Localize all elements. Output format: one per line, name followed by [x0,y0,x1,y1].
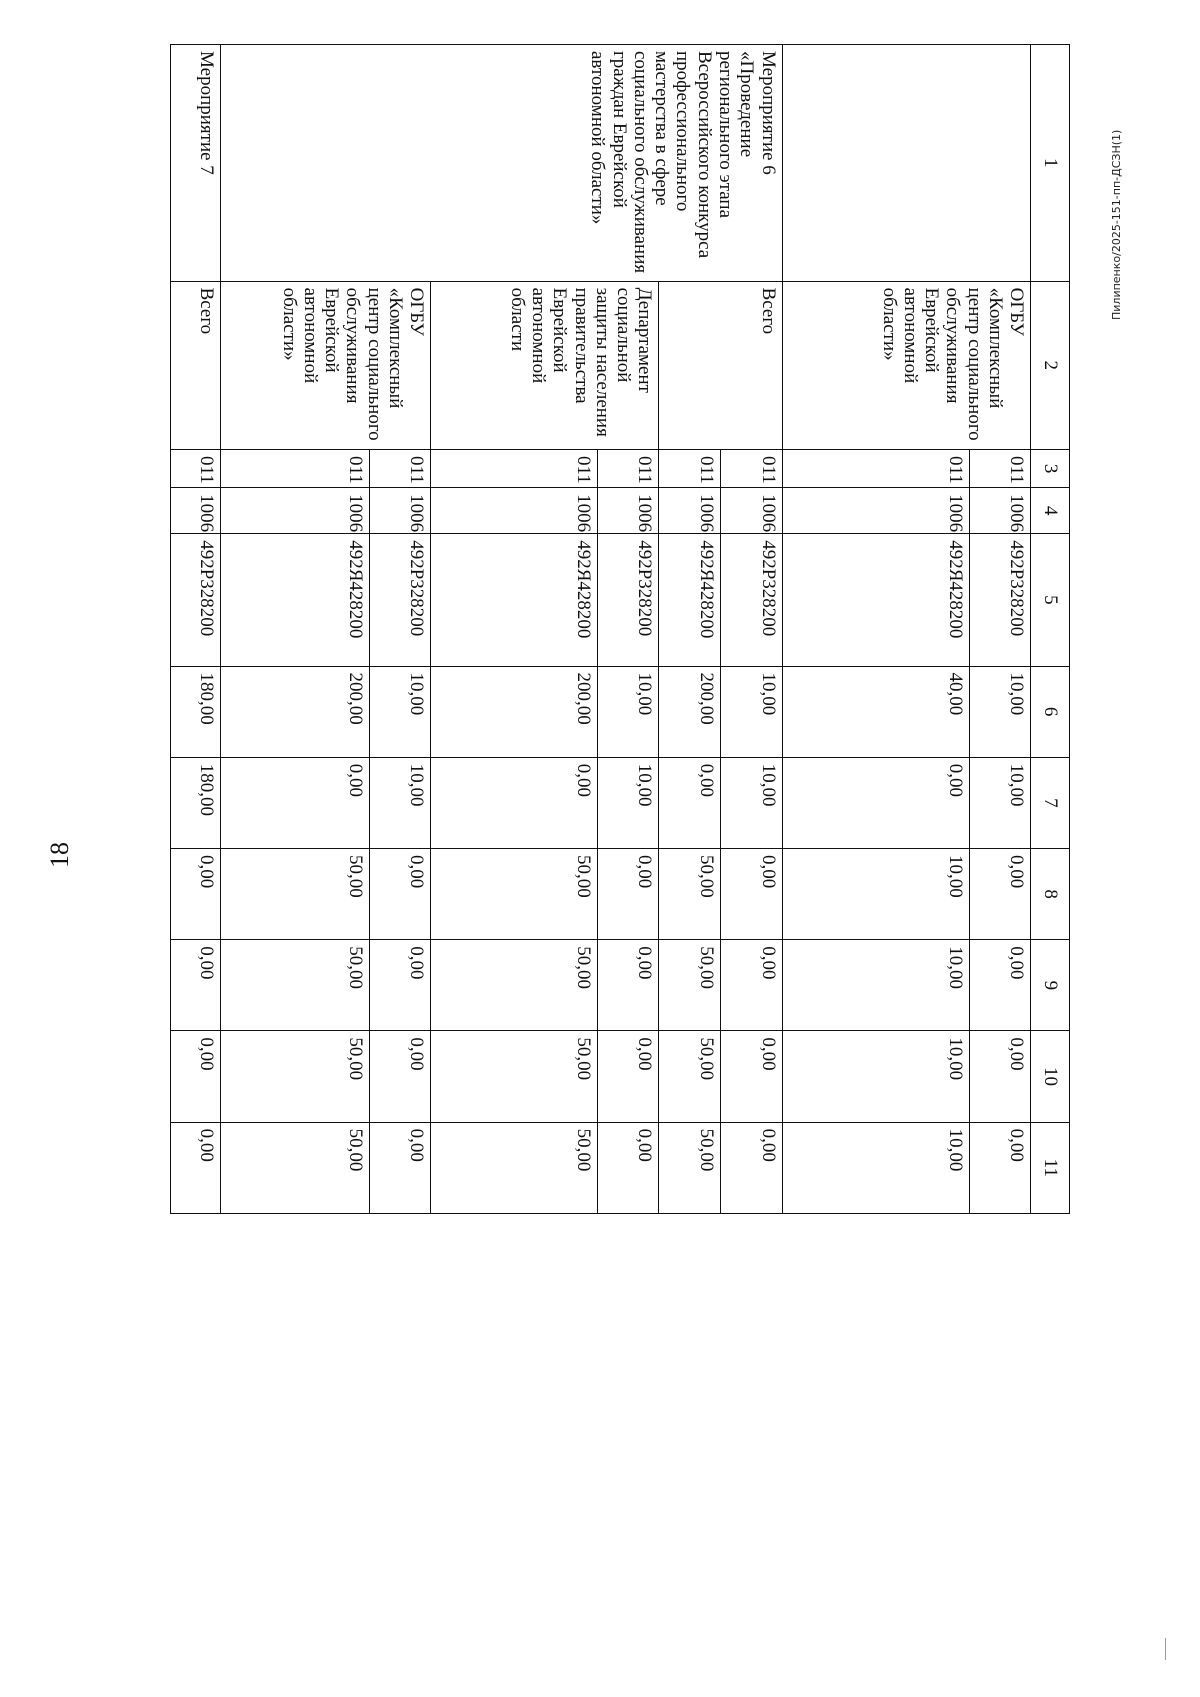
measure-7-name-cell [171,45,221,282]
measure-7-total-label-cell [171,281,221,449]
column-header-1: 1 [1031,45,1070,282]
budget-table [170,44,1070,1214]
cell-col3: 011 [782,450,969,488]
measure-6-name: Мероприятие 6 «Проведение регионального этапа Всероссийского конкурса профессионального мастерства в сфере социального обслуживания граждан Еврейской автономной области» [587,51,779,274]
cell-col8: 0,00 [969,848,1031,939]
cell-col10: 50,00 [659,1031,721,1122]
column-header-2: 2 [1031,281,1070,449]
cell-col9: 0,00 [597,940,659,1031]
cell-col5: 492Я428200 [782,534,969,666]
column-header-8: 8 [1031,848,1070,939]
cell-col3: 011 [171,450,221,488]
cell-col6: 10,00 [969,666,1031,757]
column-header-10: 10 [1031,1031,1070,1122]
cell-col3: 011 [369,450,431,488]
cell-col11: 0,00 [171,1122,221,1213]
column-header-9: 9 [1031,940,1070,1031]
cell-col6: 200,00 [221,666,369,757]
cell-col5: 492P328200 [720,534,782,666]
cell-col4: 1006 [782,488,969,534]
cell-col11: 10,00 [782,1122,969,1213]
cell-col10: 0,00 [720,1031,782,1122]
cell-col10: 50,00 [221,1031,369,1122]
cell-col7: 0,00 [659,757,721,848]
table-header-row [1031,45,1070,1214]
cell-col5: 492P328200 [969,534,1031,666]
measure-6-name-cell [221,45,782,282]
measure-6-total-label: Всего [757,287,779,335]
cell-col9: 50,00 [659,940,721,1031]
cell-col7: 10,00 [369,757,431,848]
cell-col7: 0,00 [221,757,369,848]
cell-col8: 10,00 [782,848,969,939]
column-header-3: 3 [1031,450,1070,488]
cell-col5: 492Я428200 [221,534,369,666]
cell-col9: 0,00 [969,940,1031,1031]
cell-col11: 0,00 [597,1122,659,1213]
cell-col3: 011 [597,450,659,488]
prev-measure-name-cell [782,45,1031,282]
column-header-4: 4 [1031,488,1070,534]
cell-col5: 492P328200 [597,534,659,666]
column-header-5: 5 [1031,534,1070,666]
cell-col10: 0,00 [969,1031,1031,1122]
cell-col5: 492P328200 [369,534,431,666]
page-number: 18 [45,842,74,868]
cell-col8: 50,00 [221,848,369,939]
cell-col9: 0,00 [171,940,221,1031]
cell-col11: 0,00 [969,1122,1031,1213]
table-row [720,45,782,1214]
cell-col11: 0,00 [369,1122,431,1213]
cell-col10: 0,00 [171,1031,221,1122]
cell-col6: 40,00 [782,666,969,757]
cell-col11: 50,00 [221,1122,369,1213]
cell-col7: 180,00 [171,757,221,848]
measure-6-total-label-cell [659,281,782,449]
cell-col3: 011 [969,450,1031,488]
cell-col4: 1006 [171,488,221,534]
column-header-11: 11 [1031,1122,1070,1213]
cell-col3: 011 [431,450,598,488]
cell-col4: 1006 [720,488,782,534]
cell-col6: 10,00 [369,666,431,757]
column-header-6: 6 [1031,666,1070,757]
cell-col7: 0,00 [431,757,598,848]
cell-col4: 1006 [431,488,598,534]
cell-col8: 0,00 [171,848,221,939]
prev-org-cell [782,281,1031,449]
cell-col9: 0,00 [369,940,431,1031]
cell-col8: 0,00 [369,848,431,939]
prev-org-text: ОГБУ «Комплексный центр социального обслуживания Еврейской автономной области» [878,287,1028,441]
measure-6-dept-org: Департамент социальной защиты населения правительства Еврейской автономной области [506,287,656,437]
cell-col4: 1006 [369,488,431,534]
cell-col7: 10,00 [969,757,1031,848]
table-row [969,45,1031,1214]
cell-col8: 0,00 [597,848,659,939]
measure-6-ogbu-org: ОГБУ «Комплексный центр социального обслуживания Еврейской автономной области» [278,287,428,441]
cell-col4: 1006 [659,488,721,534]
cell-col9: 50,00 [221,940,369,1031]
cell-col6: 200,00 [431,666,598,757]
cell-col7: 10,00 [720,757,782,848]
cell-col9: 50,00 [431,940,598,1031]
cell-col10: 10,00 [782,1031,969,1122]
cell-col11: 50,00 [431,1122,598,1213]
document-footer-code: Пилипенко/2025-151-пп-ДСЗН(1) [1110,129,1123,320]
measure-7-name: Мероприятие 7 [196,51,218,175]
measure-6-ogbu-org-cell [221,281,431,449]
cell-col10: 0,00 [369,1031,431,1122]
cell-col4: 1006 [221,488,369,534]
cell-col7: 10,00 [597,757,659,848]
cell-col6: 10,00 [720,666,782,757]
cell-col7: 0,00 [782,757,969,848]
cell-col3: 011 [720,450,782,488]
cell-col10: 50,00 [431,1031,598,1122]
cell-col8: 0,00 [720,848,782,939]
cell-col5: 492P328200 [171,534,221,666]
cell-col5: 492Я428200 [659,534,721,666]
scan-edge-mark [1165,1638,1166,1660]
cell-col11: 50,00 [659,1122,721,1213]
measure-7-total-label: Всего [196,287,218,335]
cell-col3: 011 [659,450,721,488]
cell-col3: 011 [221,450,369,488]
cell-col9: 10,00 [782,940,969,1031]
cell-col8: 50,00 [431,848,598,939]
table-row [171,45,221,1214]
column-header-7: 7 [1031,757,1070,848]
cell-col9: 0,00 [720,940,782,1031]
measure-6-dept-org-cell [431,281,659,449]
table-rotated-inner [170,44,1070,1214]
cell-col4: 1006 [597,488,659,534]
table-rotated-wrapper [170,44,1200,1177]
cell-col11: 0,00 [720,1122,782,1213]
cell-col6: 180,00 [171,666,221,757]
cell-col5: 492Я428200 [431,534,598,666]
cell-col6: 200,00 [659,666,721,757]
cell-col10: 0,00 [597,1031,659,1122]
cell-col6: 10,00 [597,666,659,757]
cell-col8: 50,00 [659,848,721,939]
cell-col4: 1006 [969,488,1031,534]
